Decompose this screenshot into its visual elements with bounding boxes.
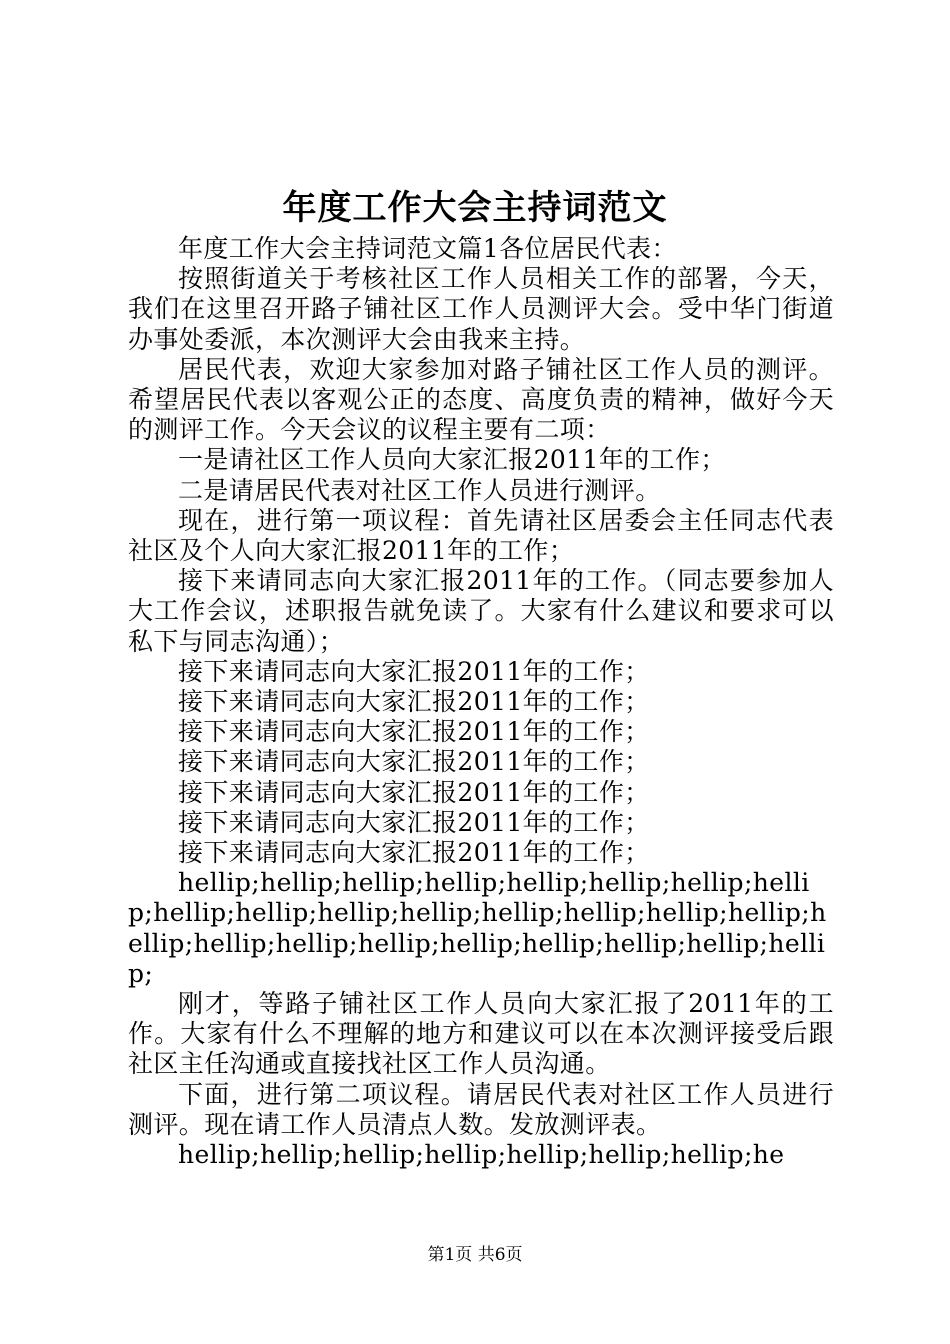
paragraph: 接下来请同志向大家汇报2011年的工作； xyxy=(178,656,650,686)
paragraph: 接下来请同志向大家汇报2011年的工作； xyxy=(178,807,650,837)
paragraph: 接下来请同志向大家汇报2011年的工作； xyxy=(178,777,650,807)
paragraph: 二是请居民代表对社区工作人员进行测评。 xyxy=(178,475,661,505)
paragraph: 接下来请同志向大家汇报2011年的工作； xyxy=(178,838,650,868)
paragraph: 一是请社区工作人员向大家汇报2011年的工作； xyxy=(178,445,726,475)
paragraph: 刚才，等路子铺社区工作人员向大家汇报了2011年的工作。大家有什么不理解的地方和建议可以在本次测评接受后跟社区主任沟通或直接找社区工作人员沟通。 xyxy=(128,989,834,1079)
document-title: 年度工作大会主持词范文 xyxy=(282,188,668,228)
paragraph: 接下来请同志向大家汇报2011年的工作； xyxy=(178,687,650,717)
paragraph: 按照街道关于考核社区工作人员相关工作的部署，今天，我们在这里召开路子铺社区工作人员测评大会。受中华门街道办事处委派，本次测评大会由我来主持。 xyxy=(128,264,834,354)
paragraph: hellip;hellip;hellip;hellip;hellip;hellip;hellip;he xyxy=(178,1140,785,1170)
paragraph: 接下来请同志向大家汇报2011年的工作。（同志要参加人大工作会议，述职报告就免读了。大家有什么建议和要求可以私下与同志沟通）； xyxy=(128,566,834,656)
paragraph: 接下来请同志向大家汇报2011年的工作； xyxy=(178,717,650,747)
paragraph: 居民代表，欢迎大家参加对路子铺社区工作人员的测评。希望居民代表以客观公正的态度、高度负责的精神，做好今天的测评工作。今天会议的议程主要有二项： xyxy=(128,354,834,445)
page-footer: 第1页 共6页 xyxy=(427,1245,523,1265)
paragraph: 年度工作大会主持词范文篇1各位居民代表： xyxy=(178,234,677,263)
paragraph: 下面，进行第二项议程。请居民代表对社区工作人员进行测评。现在请工作人员清点人数。发放测评表。 xyxy=(128,1079,834,1139)
document-body xyxy=(128,234,834,1170)
paragraph: 接下来请同志向大家汇报2011年的工作； xyxy=(178,747,650,777)
paragraph: 现在，进行第一项议程：首先请社区居委会主任同志代表社区及个人向大家汇报2011年的工作； xyxy=(128,505,834,566)
paragraph: hellip;hellip;hellip;hellip;hellip;hellip;hellip;hellip;hellip;hellip;hellip;hellip;hellip;hellip;hellip;hellip;hellip;hellip;hellip;hellip;hellip;hellip;hellip;hellip;hellip; xyxy=(128,868,827,988)
